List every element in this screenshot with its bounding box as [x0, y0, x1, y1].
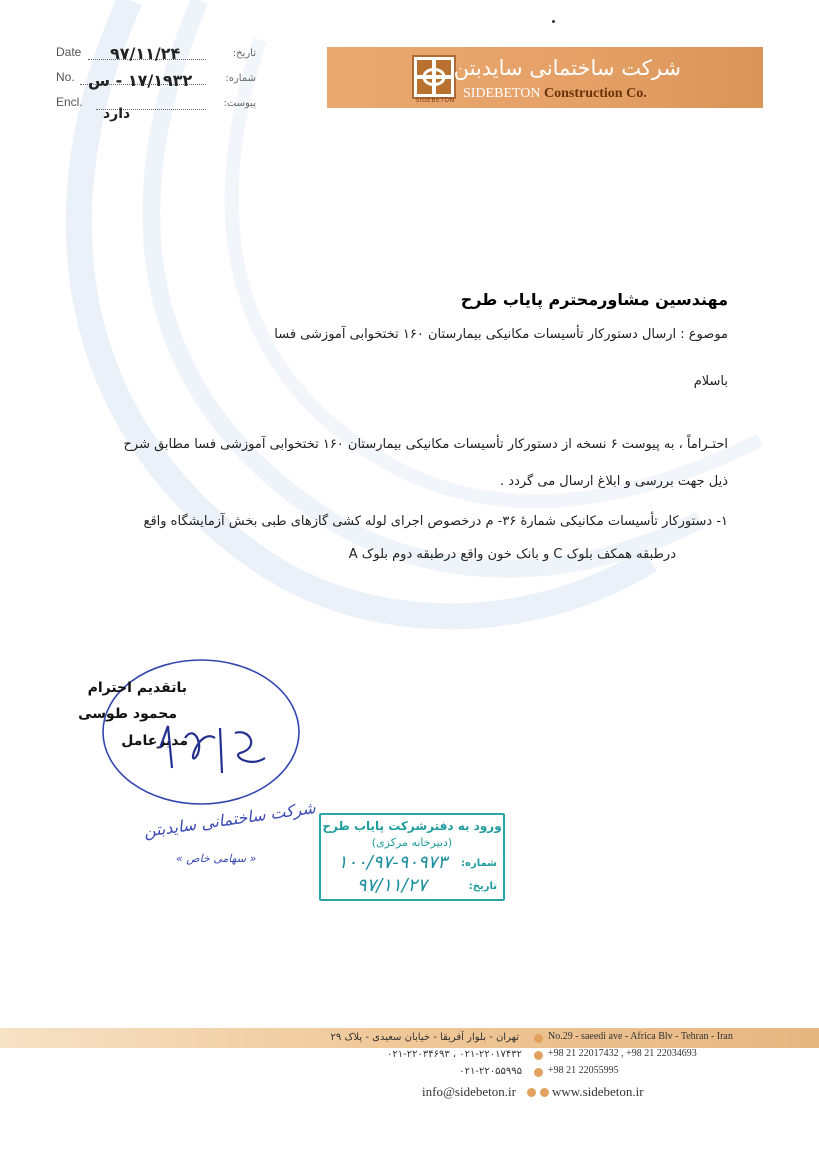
logo-caption: SIDEBETON: [415, 97, 455, 104]
greeting: باسلام: [693, 374, 728, 389]
footer-fax-fa: ۰۲۱-۲۲۰۵۵۹۹۵: [459, 1066, 522, 1077]
logo-icon: [414, 57, 454, 97]
company-name-en: [463, 86, 647, 102]
email-icon: [527, 1088, 536, 1097]
footer-address-fa: تهران - بلوار آفریقا - خیابان سعیدی - پلاک ۲۹: [330, 1032, 519, 1043]
web-icon: [540, 1088, 549, 1097]
list-item-1-line-2: درطبقه همکف بلوک C و بانک خون واقع درطبقه دوم بلوک A: [348, 547, 676, 562]
fax-icon: [534, 1068, 543, 1077]
company-name-fa: شرکت ساختمانی سایدبتن: [453, 56, 681, 80]
handwritten-signature: [140, 718, 270, 778]
seal-company-name: شرکت ساختمانی سایدبتن: [142, 798, 317, 841]
receipt-stamp: [319, 813, 505, 901]
top-mark: [552, 20, 555, 23]
stamp-number-value: ۱۰۰/۹۷-۹۰۹۷۳: [337, 852, 447, 873]
company-name-en-prefix: SIDEBETON: [463, 86, 541, 101]
location-icon: [534, 1034, 543, 1043]
company-name-en-suffix: Construction Co.: [540, 86, 647, 101]
footer-fax-en: +98 21 22055995: [548, 1065, 619, 1076]
stamp-date-value: ۹۷/۱۱/۲۷: [356, 875, 427, 896]
footer-address-en: No.29 - saeedi ave - Africa Blv - Tehran - Iran: [548, 1031, 733, 1042]
enclosure-value: دارد: [103, 106, 131, 122]
enclosure-label: Encl.: [56, 95, 83, 109]
company-logo: [412, 55, 456, 99]
date-value: ۹۷/۱۱/۲۴: [110, 44, 181, 63]
footer-email[interactable]: info@sidebeton.ir: [422, 1084, 516, 1099]
phone-icon: [534, 1051, 543, 1060]
recipient: مهندسین مشاورمحترم پایاب طرح: [460, 290, 728, 309]
list-item-1-line-1: ۱- دستورکار تأسیسات مکانیکی شمارهٔ ۳۶- م درخصوص اجرای لوله کشی گازهای طبی بخش آزمایشگاه واقع: [143, 514, 728, 529]
date-label: Date: [56, 45, 82, 59]
closing-phrase: باتقدیم احترام: [87, 680, 187, 696]
body-paragraph-line-1: احتـراماً ، به پیوست ۶ نسخه از دستورکار تأسیسات مکانیکی بیمارستان ۱۶۰ تختخوابی آموزشی فسا مطابق شرح: [123, 437, 728, 452]
footer-phones-en: +98 21 22017432 , +98 21 22034693: [548, 1048, 697, 1059]
stamp-number-label: شماره:: [461, 858, 497, 869]
footer-phones-fa: ۰۲۱-۲۲۰۱۷۴۳۲ ، ۰۲۱-۲۲۰۳۴۶۹۳: [387, 1049, 522, 1060]
stamp-subtitle: (دبیرخانه مرکزی): [371, 836, 453, 849]
stamp-title: ورود به دفترشرکت پایاب طرح: [322, 819, 502, 833]
enclosure-label-fa: پیوست:: [223, 98, 256, 109]
number-label: No.: [56, 70, 75, 84]
signer-title: مدیرعامل: [121, 733, 188, 749]
number-label-fa: شماره:: [225, 73, 256, 84]
footer-website[interactable]: www.sidebeton.ir: [552, 1084, 644, 1099]
stamp-date-label: تاریخ:: [468, 881, 497, 892]
body-paragraph-line-2: ذیل جهت بررسی و ابلاغ ارسال می گردد .: [500, 474, 728, 489]
subject-line: موصوع : ارسال دستورکار تأسیسات مکانیکی بیمارستان ۱۶۰ تختخوابی آموزشی فسا: [274, 327, 728, 342]
seal-company-type: « سهامی خاص »: [176, 852, 257, 865]
date-label-fa: تاریخ:: [232, 48, 256, 59]
signer-name: محمود طوسی: [78, 706, 177, 722]
number-value: ۱۷/۱۹۳۲ - س: [88, 71, 193, 90]
